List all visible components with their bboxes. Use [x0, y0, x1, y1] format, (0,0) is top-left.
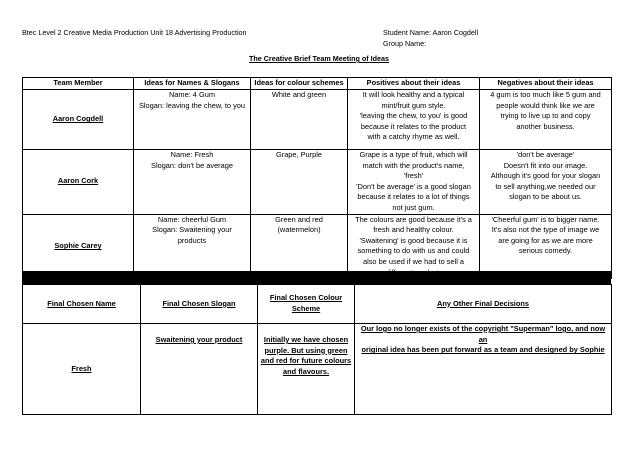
final-decisions: [355, 324, 612, 415]
cell-line: 'Swaitening' is good because it is: [359, 235, 468, 245]
cell-line: and red for future colours: [260, 356, 352, 366]
col-header: Final Chosen Slogan: [141, 285, 258, 324]
cell-line: 'Don't be average' is a good slogan: [356, 181, 471, 191]
cell-line: Green and red: [275, 214, 323, 224]
student-name: Student Name: Aaron Cogdell: [383, 28, 479, 37]
cell-line: slogan to be about us.: [509, 192, 582, 202]
col-header: Ideas for Names & Slogans: [134, 78, 251, 90]
final-decisions-table: [22, 284, 612, 415]
positives-cell: [348, 214, 480, 279]
names-cell: [134, 150, 251, 215]
table-row: [23, 150, 612, 215]
cell-line: 'Cheerful gum' is to bigger name.: [491, 214, 600, 224]
cell-line: trying to live up to and copy: [500, 111, 591, 121]
colours-cell: [251, 150, 348, 215]
cell-line: White and green: [271, 90, 327, 99]
divider-bar: [22, 271, 611, 284]
final-colour: [258, 324, 355, 415]
negatives-cell: [480, 150, 612, 215]
colours-cell: [251, 214, 348, 279]
course-title: Btec Level 2 Creative Media Production Unit 18 Advertising Production: [22, 28, 247, 37]
cell-line: 'don't be average': [516, 150, 575, 159]
cell-line: to sell anything,we needed our: [495, 181, 596, 191]
group-name: Group Name:: [383, 39, 427, 48]
ideas-header-row: [23, 78, 612, 90]
names-cell: [134, 214, 251, 279]
col-header: Final Chosen Colour Scheme: [258, 285, 355, 324]
cell-line: Grape, Purple: [275, 150, 322, 159]
ideas-table: [22, 77, 612, 279]
cell-line: Slogan: Swaitening your: [152, 225, 232, 235]
cell-line: Initially we have chosen: [263, 335, 349, 344]
col-header: Negatives about their ideas: [480, 78, 612, 90]
cell-line: fresh and healthy colour.: [373, 225, 454, 235]
col-header: Any Other Final Decisions: [355, 285, 612, 324]
cell-line: Name: cheerful Gum: [157, 214, 227, 224]
names-cell: [134, 90, 251, 150]
colours-cell: [251, 90, 348, 150]
cell-line: Our logo no longer exists of the copyright "Superman" logo, and now an: [360, 324, 606, 344]
cell-line: original idea has been put forward as a team and designed by Sophie: [361, 345, 605, 355]
final-header-row: [23, 285, 612, 324]
page-title: The Creative Brief Team Meeting of Ideas: [248, 54, 390, 63]
table-row: [23, 324, 612, 415]
cell-line: because it relates to a lot of things: [357, 192, 470, 202]
positives-cell: [348, 90, 480, 150]
cell-line: because it relates to the product: [360, 121, 467, 131]
cell-line: It's also not the type of image we: [491, 225, 600, 235]
cell-line: serious comedy.: [518, 246, 573, 256]
cell-line: 4 gum is too much like 5 gum and: [490, 90, 601, 99]
cell-line: not just gum.: [392, 202, 435, 212]
cell-line: Slogan: don't be average: [151, 160, 233, 170]
cell-line: something to do with us and could: [357, 246, 470, 256]
final-name: Fresh: [23, 324, 141, 415]
cell-line: 'leaving the chew, to you' is good: [359, 111, 468, 121]
final-slogan: [141, 324, 258, 415]
cell-line: 'fresh': [403, 171, 424, 181]
cell-line: The colours are good because it's a: [355, 214, 472, 224]
cell-line: are going for as we are more: [498, 235, 593, 245]
cell-line: match with the product's name,: [362, 160, 465, 170]
cell-line: (watermelon): [277, 225, 321, 235]
cell-line: products: [177, 235, 207, 245]
cell-line: Doesn't fit into our image.: [503, 160, 588, 170]
cell-line: mint/fruit gum style.: [381, 100, 446, 110]
cell-line: also be used if we had to sell a: [362, 256, 465, 266]
member-name: Aaron Cogdell: [23, 90, 134, 150]
cell-line: people would think like we are: [496, 100, 595, 110]
negatives-cell: [480, 90, 612, 150]
cell-line: It will look healthy and a typical: [362, 90, 465, 99]
cell-line: Name: 4 Gum: [168, 90, 215, 99]
col-header: Ideas for colour schemes: [251, 78, 348, 90]
cell-line: and flavours.: [283, 366, 329, 376]
col-header: Team Member: [23, 78, 134, 90]
member-name: Sophie Carey: [23, 214, 134, 279]
cell-line: Grape is a type of fruit, which will: [359, 150, 468, 159]
positives-cell: [348, 150, 480, 215]
cell-line: Slogan: leaving the chew, to you: [138, 100, 245, 110]
member-name: Aaron Cork: [23, 150, 134, 215]
table-row: [23, 214, 612, 279]
cell-line: another business.: [516, 121, 575, 131]
table-row: [23, 90, 612, 150]
cell-line: Although it's good for your slogan: [490, 171, 601, 181]
cell-line: Name: Fresh: [170, 150, 214, 159]
cell-line: with a catchy rhyme as well.: [367, 132, 460, 142]
negatives-cell: [480, 214, 612, 279]
col-header: Final Chosen Name: [23, 285, 141, 324]
cell-line: Swaitening your product: [155, 335, 243, 344]
cell-line: purple. But using green: [264, 345, 348, 355]
col-header: Positives about their ideas: [348, 78, 480, 90]
